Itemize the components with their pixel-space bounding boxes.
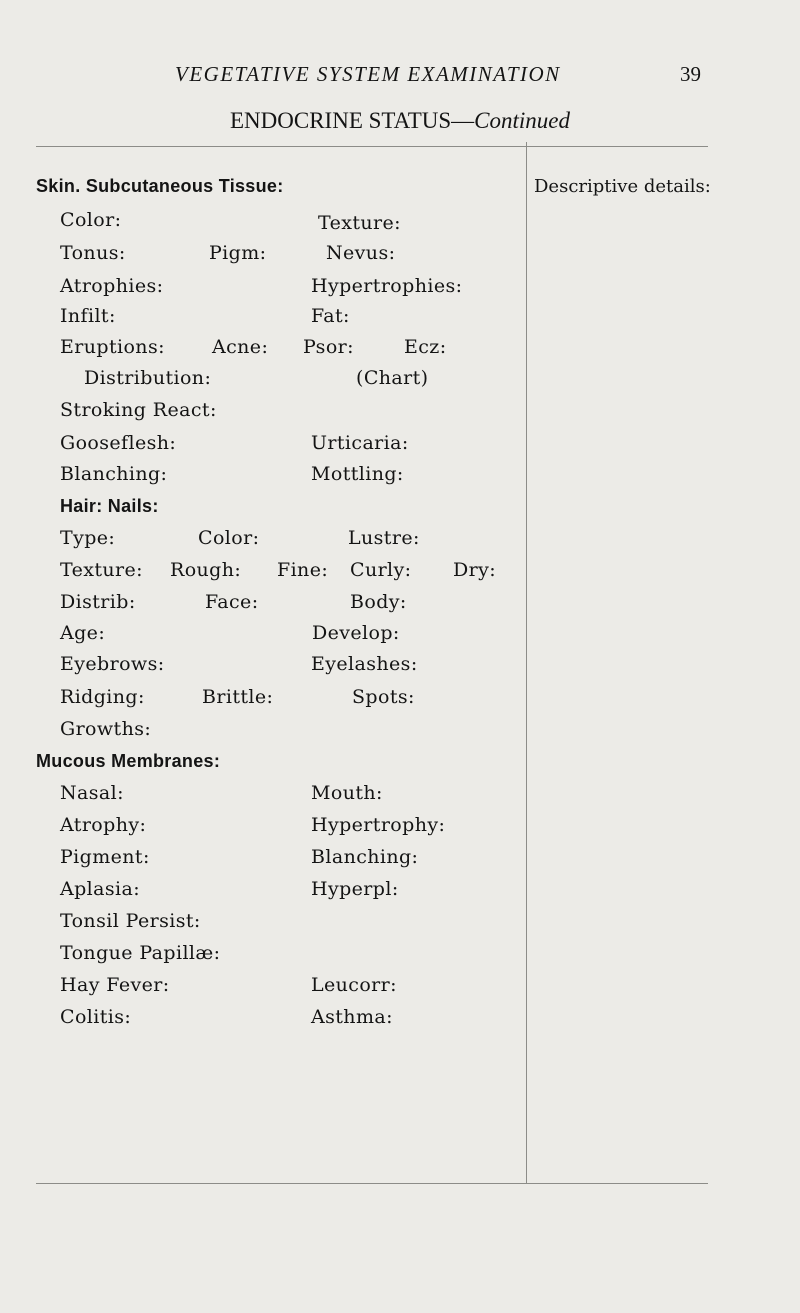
mucous-mouth-field: Mouth: (311, 782, 383, 804)
hair-curly-field: Curly: (350, 559, 412, 581)
mucous-tonsil-persist-field: Tonsil Persist: (60, 910, 201, 932)
mucous-leucorr-field: Leucorr: (311, 974, 397, 996)
skin-urticaria-field: Urticaria: (311, 432, 409, 454)
mucous-hypertrophy-field: Hypertrophy: (311, 814, 446, 836)
skin-atrophies-field: Atrophies: (60, 275, 164, 297)
skin-mottling-field: Mottling: (311, 463, 404, 485)
skin-fat-field: Fat: (311, 305, 350, 327)
skin-nevus-field: Nevus: (326, 242, 396, 264)
mucous-aplasia-field: Aplasia: (60, 878, 141, 900)
skin-hypertrophies-field: Hypertrophies: (311, 275, 463, 297)
skin-stroking-react-field: Stroking React: (60, 399, 217, 421)
skin-heading: Skin. Subcutaneous Tissue: (36, 176, 284, 196)
mucous-tongue-papillae-field: Tongue Papillæ: (60, 942, 221, 964)
running-title: VEGETATIVE SYSTEM EXAMINATION (175, 62, 561, 86)
page-number: 39 (680, 62, 701, 86)
section-title-main: ENDOCRINE STATUS— (230, 108, 475, 133)
hair-face-field: Face: (205, 591, 259, 613)
hair-lustre-field: Lustre: (348, 527, 420, 549)
mucous-asthma-field: Asthma: (311, 1006, 393, 1028)
hair-type-field: Type: (60, 527, 116, 549)
hair-brittle-field: Brittle: (202, 686, 274, 708)
table-bottom-rule (36, 1183, 708, 1184)
mucous-colitis-field: Colitis: (60, 1006, 132, 1028)
section-title-continued: Continued (474, 108, 570, 133)
skin-psor-field: Psor: (303, 336, 354, 358)
hair-dry-field: Dry: (453, 559, 497, 581)
skin-gooseflesh-field: Gooseflesh: (60, 432, 177, 454)
descriptive-details-label: Descriptive details: (534, 176, 711, 197)
hair-develop-field: Develop: (312, 622, 400, 644)
hair-body-field: Body: (350, 591, 407, 613)
table-top-rule (36, 146, 708, 147)
hair-ridging-field: Ridging: (60, 686, 145, 708)
hair-age-field: Age: (60, 622, 106, 644)
skin-ecz-field: Ecz: (404, 336, 447, 358)
skin-chart-field: (Chart) (356, 367, 429, 389)
mucous-pigment-field: Pigment: (60, 846, 150, 868)
hair-eyebrows-field: Eyebrows: (60, 653, 165, 675)
skin-acne-field: Acne: (212, 336, 269, 358)
hair-spots-field: Spots: (352, 686, 415, 708)
skin-distribution-field: Distribution: (84, 367, 212, 389)
hair-nails-heading: Hair: Nails: (60, 496, 159, 516)
hair-color-field: Color: (198, 527, 260, 549)
skin-pigm-field: Pigm: (209, 242, 267, 264)
skin-tonus-field: Tonus: (60, 242, 126, 264)
hair-fine-field: Fine: (277, 559, 329, 581)
section-title (0, 108, 800, 134)
mucous-blanching-field: Blanching: (311, 846, 419, 868)
mucous-membranes-heading: Mucous Membranes: (36, 751, 221, 771)
hair-rough-field: Rough: (170, 559, 242, 581)
mucous-nasal-field: Nasal: (60, 782, 124, 804)
mucous-hay-fever-field: Hay Fever: (60, 974, 170, 996)
skin-color-field: Color: (60, 209, 122, 231)
skin-eruptions-field: Eruptions: (60, 336, 165, 358)
hair-growths-field: Growths: (60, 718, 152, 740)
hair-texture-field: Texture: (60, 559, 143, 581)
hair-eyelashes-field: Eyelashes: (311, 653, 418, 675)
hair-distrib-field: Distrib: (60, 591, 136, 613)
mucous-atrophy-field: Atrophy: (60, 814, 147, 836)
skin-texture-field: Texture: (318, 212, 401, 234)
column-divider (526, 142, 527, 1184)
mucous-hyperpl-field: Hyperpl: (311, 878, 399, 900)
skin-infilt-field: Infilt: (60, 305, 116, 327)
skin-blanching-field: Blanching: (60, 463, 168, 485)
